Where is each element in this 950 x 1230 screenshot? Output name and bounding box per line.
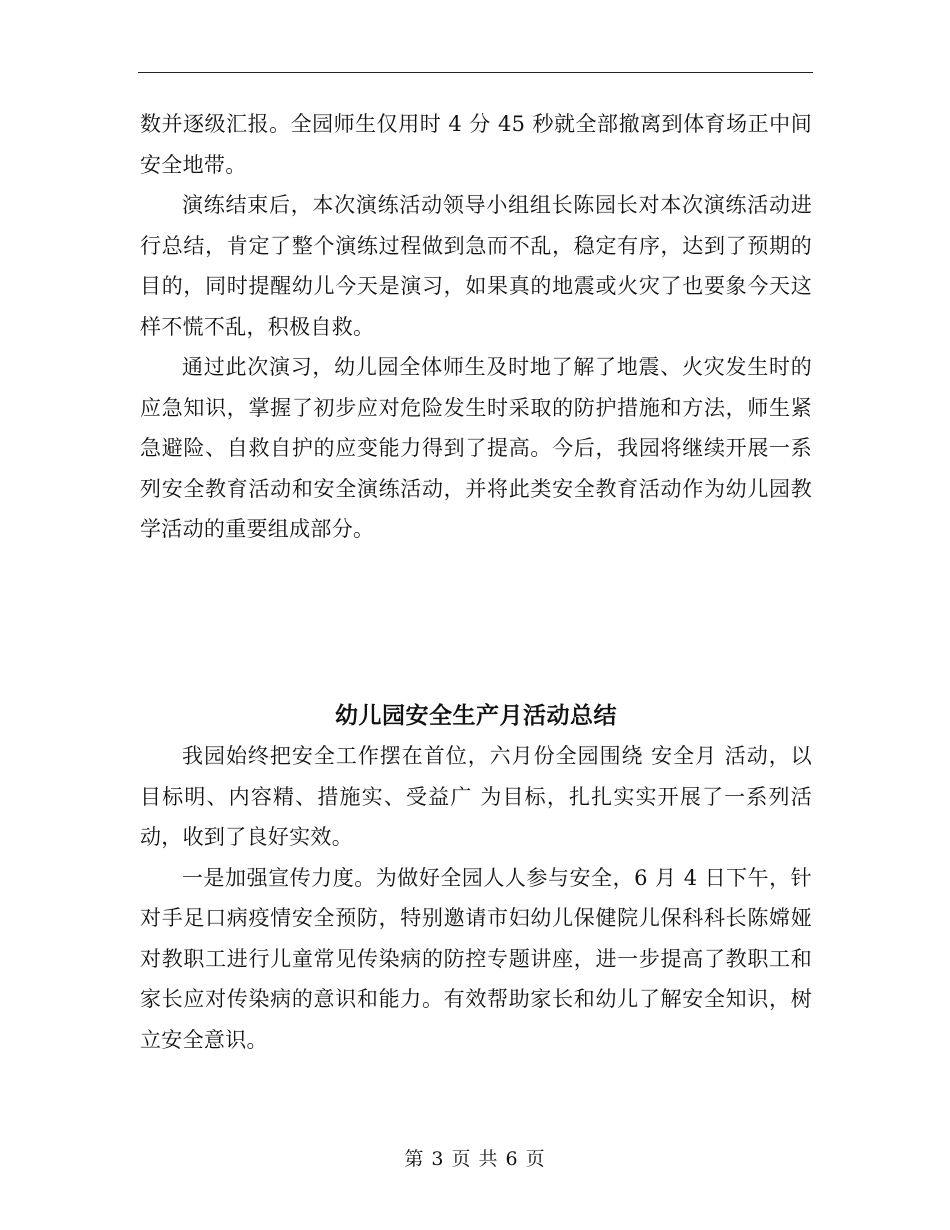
header-rule [138, 72, 813, 73]
paragraph-drill-outcome: 通过此次演习，幼儿园全体师生及时地了解了地震、火灾发生时的应急知识，掌握了初步应对危险发生时采取的防护措施和方法，师生紧急避险、自救自护的应变能力得到了提高。今后，我园将继续开展一系列安全教育活动和安全演练活动，并将此类安全教育活动作为幼儿园教学活动的重要组成部分。 [140, 355, 812, 541]
paragraph-drill-summary: 演练结束后，本次演练活动领导小组组长陈园长对本次演练活动进行总结，肯定了整个演练过程做到急而不乱，稳定有序，达到了预期的目的，同时提醒幼儿今天是演习，如果真的地震或火灾了也要象今天这样不慌不乱，积极自救。 [140, 193, 812, 339]
body-text-lower [140, 702, 812, 1060]
page-number-footer: 第 3 页 共 6 页 [404, 1148, 546, 1170]
paragraph-publicity: 一是加强宣传力度。为做好全园人人参与安全，6 月 4 日下午，针对手足口病疫情安全预防，特别邀请市妇幼儿保健院儿保科科长陈嫦娅对教职工进行儿童常见传染病的防控专题讲座，进一步提高了教职工和家长应对传染病的意识和能力。有效帮助家长和幼儿了解安全知识，树立安全意识。 [140, 865, 812, 1052]
continuation-paragraph: 数并逐级汇报。全园师生仅用时 4 分 45 秒就全部撤离到体育场正中间安全地带。 [140, 112, 812, 177]
paragraph-safety-month-intro: 我园始终把安全工作摆在首位，六月份全园围绕 安全月 活动，以 目标明、内容精、措施实、受益广 为目标，扎扎实实开展了一系列活动，收到了良好实效。 [140, 744, 812, 849]
section-title: 幼儿园安全生产月活动总结 [335, 702, 617, 729]
body-text-upper [140, 104, 812, 550]
